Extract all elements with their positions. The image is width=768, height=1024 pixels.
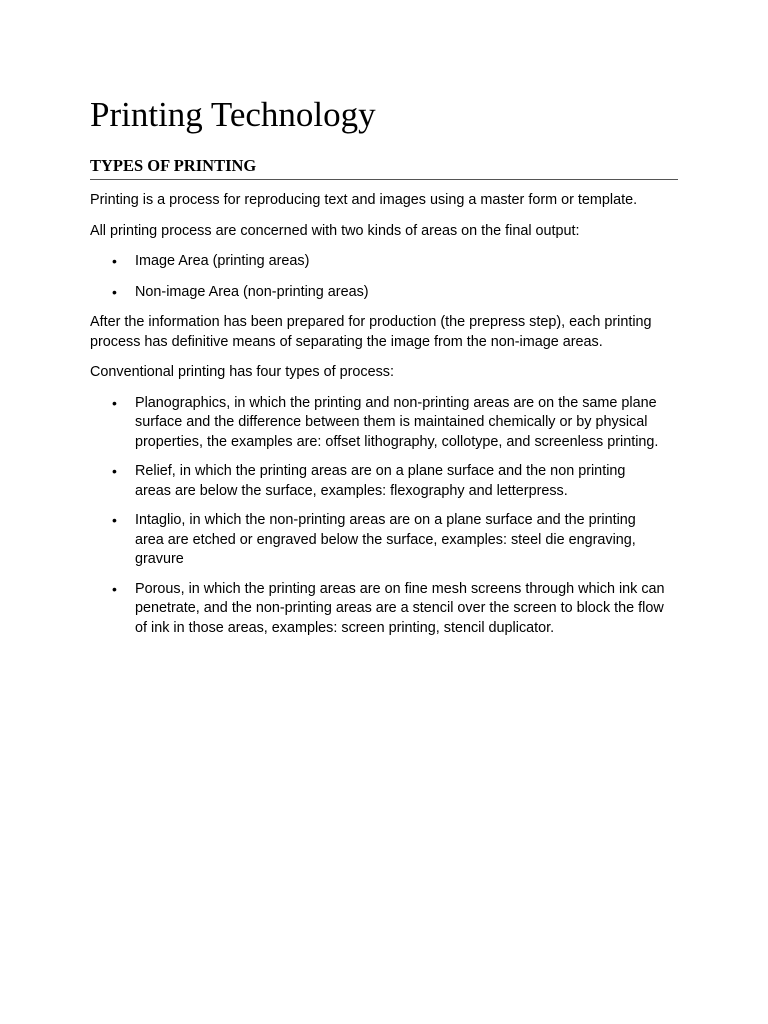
bullet-icon: • [112, 283, 117, 300]
bullet-icon: • [112, 580, 117, 597]
list-item-text: Relief, in which the printing areas are on a plane surface and the non printing areas are below the surface, examples: flexography and letterpress. [135, 463, 626, 499]
bullet-icon: • [112, 394, 117, 411]
list-item [90, 252, 665, 272]
section-heading: TYPES OF PRINTING [90, 156, 678, 180]
document-title: Printing Technology [90, 95, 376, 134]
list-item [90, 580, 665, 639]
list-item [90, 462, 665, 501]
paragraph-definition: Printing is a process for reproducing text and images using a master form or template. [90, 192, 638, 208]
list-item-text: Porous, in which the printing areas are on fine mesh screens through which ink can penetrate, and the non-printing areas are a stencil over the screen to block the flow of ink in those areas, examples: screen printing, stencil duplicator. [135, 580, 665, 636]
list-item-text: Non-image Area (non-printing areas) [135, 283, 369, 300]
list-item [90, 394, 665, 453]
area-types-list [90, 252, 678, 302]
document-body [90, 94, 678, 648]
bullet-icon: • [112, 253, 117, 269]
paragraph-process-intro: Conventional printing has four types of process: [90, 364, 394, 380]
paragraph-areas-intro: All printing process are concerned with two kinds of areas on the final output: [90, 222, 580, 239]
paragraph-prepress: After the information has been prepared for production (the prepress step), each printing process has definitive means of separating the image from the non-image areas. [90, 314, 652, 350]
list-item [90, 511, 665, 570]
bullet-icon: • [112, 463, 117, 479]
list-item-text: Image Area (printing areas) [135, 253, 310, 269]
list-item-text: Intaglio, in which the non-printing areas are on a plane surface and the printing area are etched or engraved below the surface, examples: steel die engraving, gravure [135, 512, 636, 567]
list-item-text: Planographics, in which the printing and non-printing areas are on the same plane surface and the difference between them is maintained chemically or by physical properties, the examples are: offset lithography, collotype, and screenless printing. [135, 394, 659, 450]
list-item [90, 283, 665, 303]
bullet-icon: • [112, 512, 117, 528]
process-types-list [90, 394, 678, 639]
